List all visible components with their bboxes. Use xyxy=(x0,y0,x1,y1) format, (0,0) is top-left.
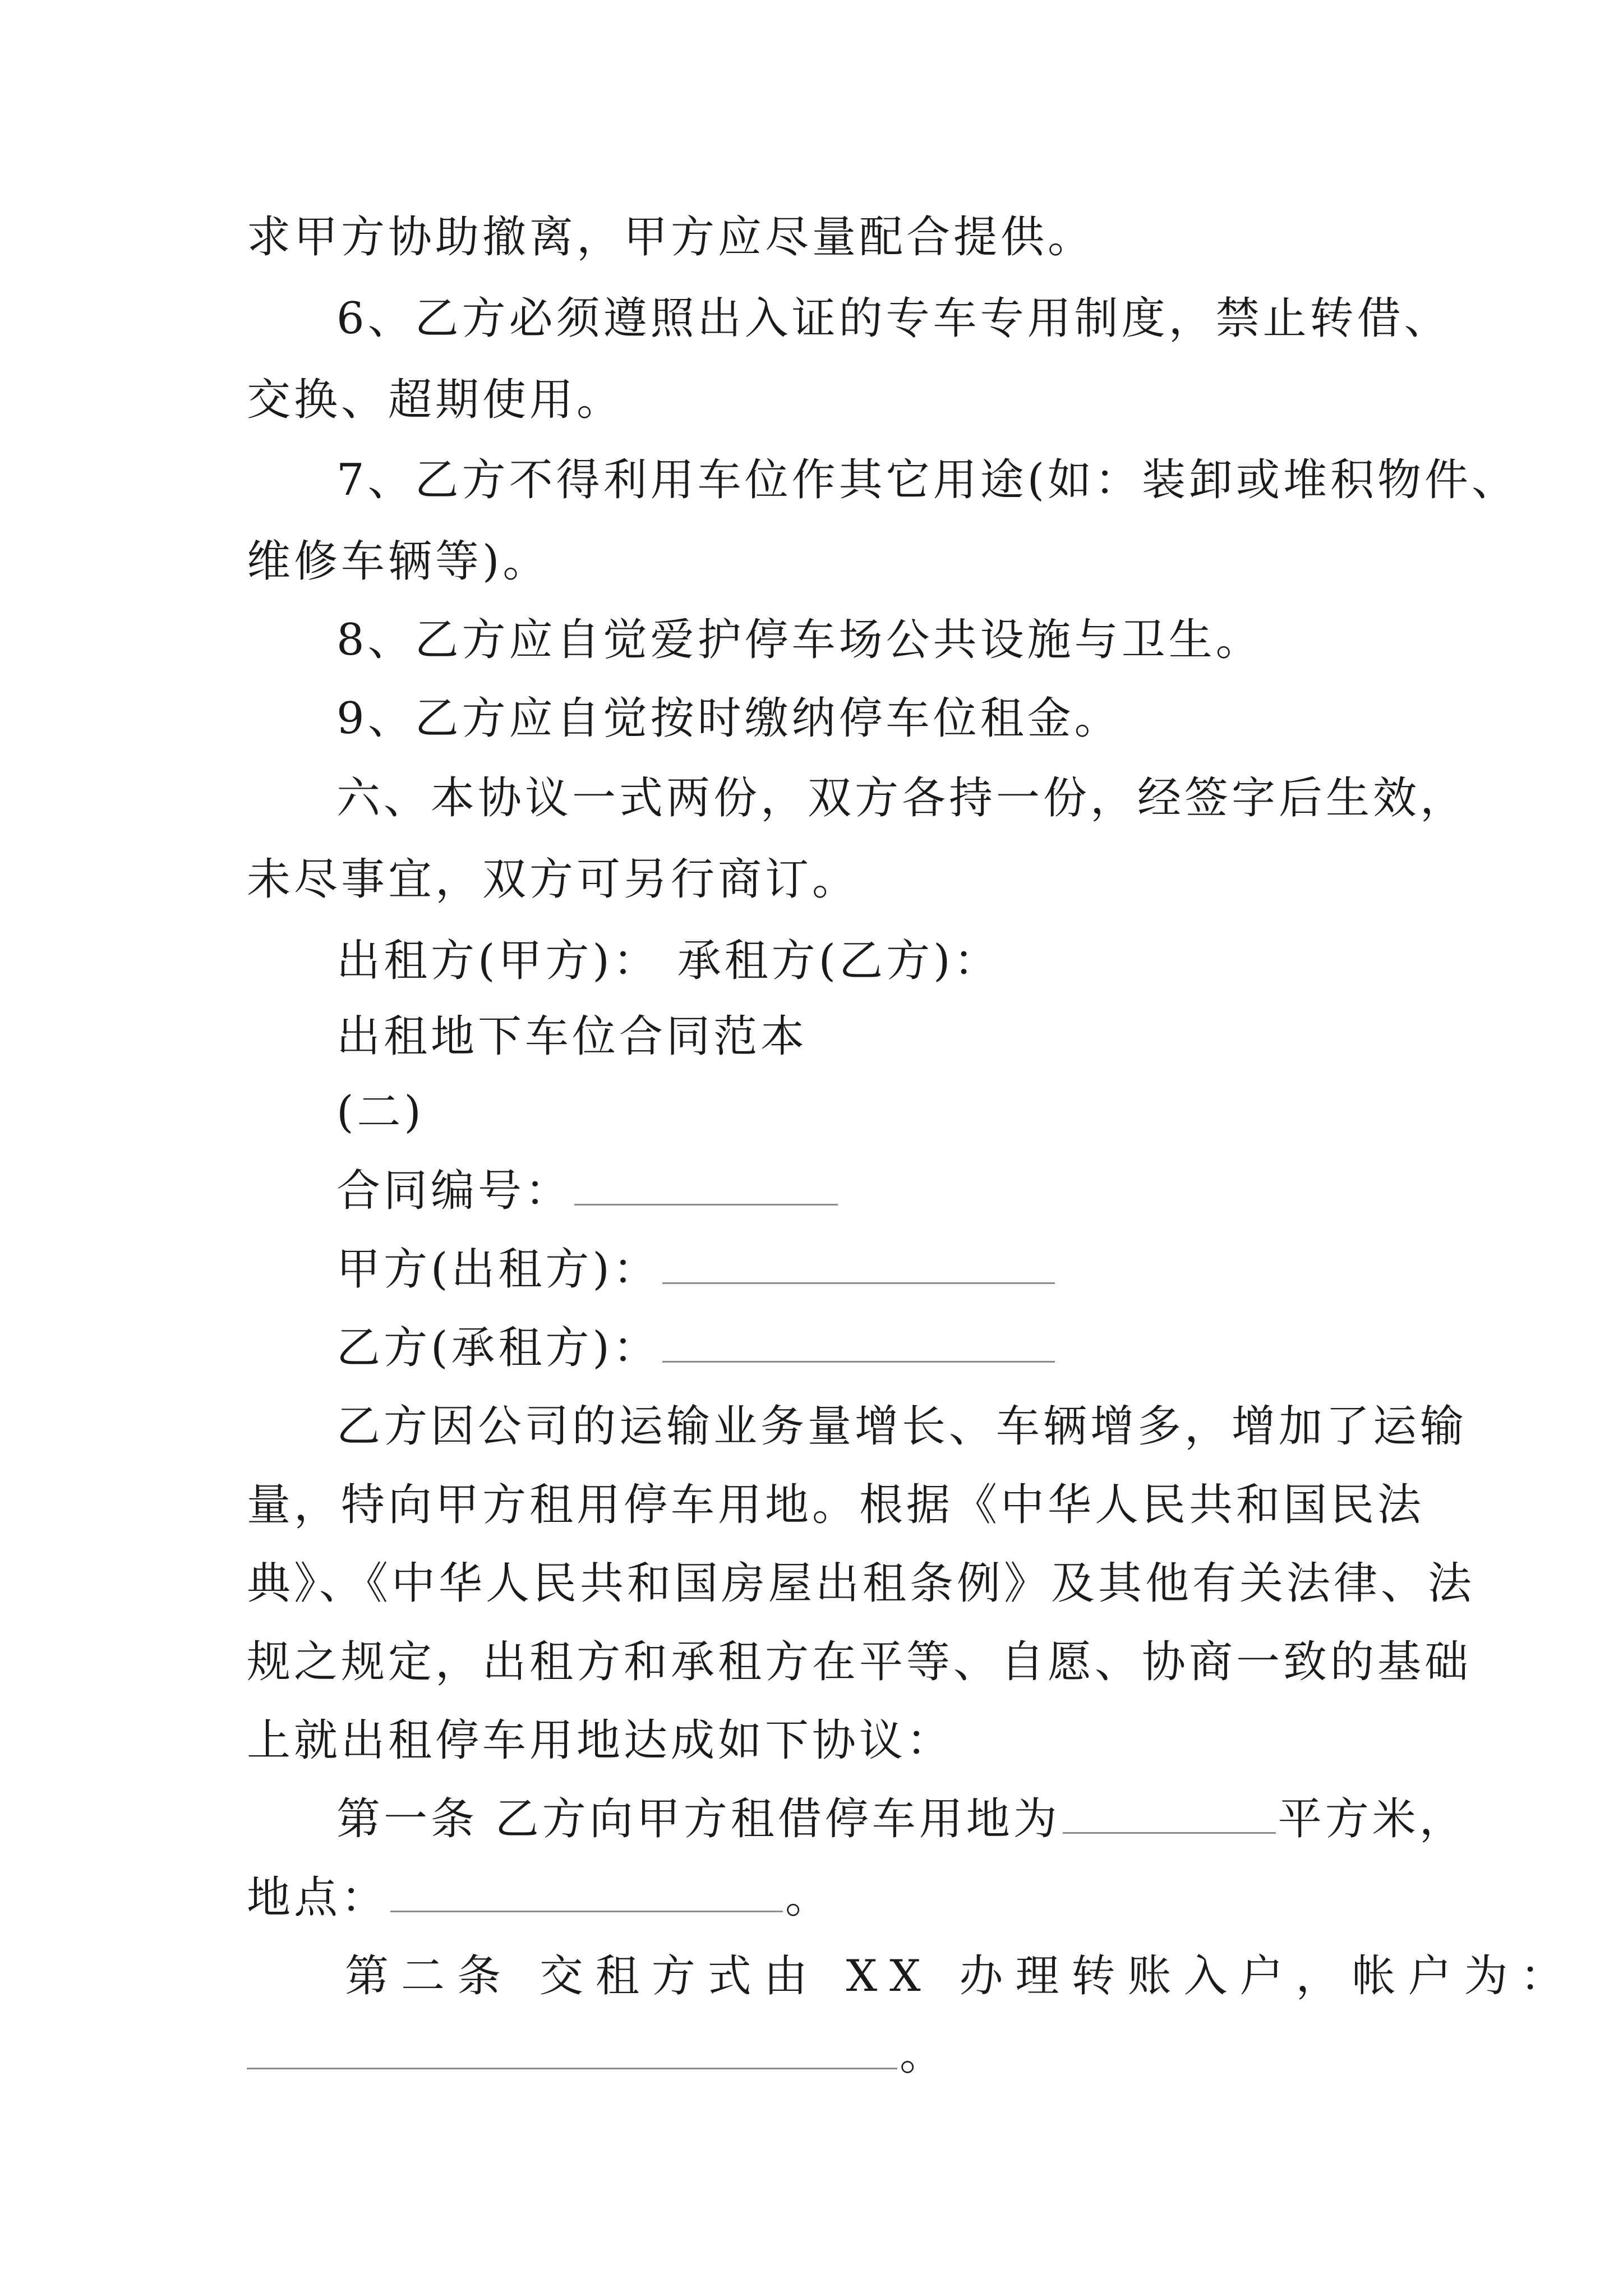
article-1-text: 第一条 乙方向甲方租借停车用地为 xyxy=(336,1794,1061,1844)
text-line: 乙方因公司的运输业务量增长、车辆增多，增加了运输 xyxy=(336,1401,1468,1452)
clause-8: 8、乙方应自觉爱护停车场公共设施与卫生。 xyxy=(336,615,1263,665)
party-a-label: 甲方(出租方)： xyxy=(336,1244,660,1295)
contract-number-blank xyxy=(574,1165,838,1205)
text-line: 量，特向甲方租用停车用地。根据《中华人民共和国民法 xyxy=(247,1480,1425,1530)
section-6: 六、本协议一式两份，双方各持一份，经签字后生效， xyxy=(336,773,1468,823)
location-blank xyxy=(390,1871,783,1912)
party-a-blank xyxy=(662,1243,1055,1284)
contract-number-field xyxy=(336,1164,840,1218)
text-line: 上就出租停车用地达成如下协议： xyxy=(247,1715,954,1766)
account-field xyxy=(247,2028,947,2082)
clause-7: 7、乙方不得利用车位作其它用途(如：装卸或堆积物件、 xyxy=(336,455,1519,505)
text-line: 维修车辆等)。 xyxy=(247,536,550,587)
location-label: 地点： xyxy=(247,1872,389,1923)
clause-9: 9、乙方应自觉按时缴纳停车位租金。 xyxy=(336,693,1122,744)
text-line: 未尽事宜，双方可另行商订。 xyxy=(247,854,860,905)
signature-line: 出租方(甲方)： 承租方(乙方)： xyxy=(336,936,1001,986)
area-blank xyxy=(1063,1793,1276,1834)
party-a-field xyxy=(336,1243,1057,1296)
text-line: 规之规定，出租方和承租方在平等、自愿、协商一致的基础 xyxy=(247,1637,1472,1687)
document-title: 出租地下车位合同范本 xyxy=(336,1011,808,1062)
party-b-label: 乙方(承租方)： xyxy=(336,1323,660,1373)
account-end: 。 xyxy=(900,2030,947,2080)
document-subtitle: (二) xyxy=(336,1087,425,1138)
party-b-blank xyxy=(662,1322,1055,1363)
text-line: 典》、《中华人民共和国房屋出租条例》及其他有关法律、法 xyxy=(247,1558,1476,1609)
location-field xyxy=(247,1871,832,1925)
article-2: 第二条 交租方式由 XX 办理转账入户，帐户为： xyxy=(345,1951,1576,2001)
text-line: 交换、超期使用。 xyxy=(247,375,624,425)
location-end: 。 xyxy=(785,1872,833,1923)
clause-6: 6、乙方必须遵照出入证的专车专用制度，禁止转借、 xyxy=(336,293,1451,344)
contract-number-label: 合同编号： xyxy=(336,1166,573,1216)
area-unit: 平方米， xyxy=(1278,1794,1467,1844)
party-b-field xyxy=(336,1321,1057,1375)
text-line: 求甲方协助撤离，甲方应尽量配合提供。 xyxy=(247,212,1095,263)
account-blank xyxy=(247,2028,897,2069)
article-1 xyxy=(336,1792,1467,1846)
